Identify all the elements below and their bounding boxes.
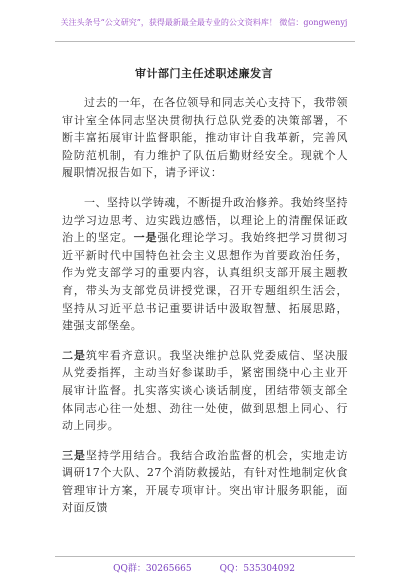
header-banner: 关注头条号“公文研究”，获得最新最全最专业的公文资料库！ 微信：gongwenyj <box>60 18 348 27</box>
point-one-text: 强化理论学习。我始终把学习贯彻习近平新时代中国特色社会主义思想作为首要政治任务，作为党支部学习的重要内容，认真组织支部开展主题教育，带头为支部党员讲授党课，召开专题组织生活会，坚持从习近平总书记重要讲话中汲取智慧、拓展思路，建强支部堡垒。 <box>62 231 348 333</box>
point-two-text: 筑牢看齐意识。我坚决维护总队党委威信、坚决服从党委指挥，主动当好参谋助手，紧密围绕中心主业开展审计监督。扎实落实谈心谈话制度，团结带领支部全体同志心往一处想、劲往一处使，做到思想上同心、行动上同步。 <box>62 348 348 433</box>
footer <box>0 561 408 574</box>
header-divider <box>55 41 355 42</box>
footer-divider <box>55 556 355 557</box>
point-three-text: 坚持学用结合。我结合政治监督的机会，实地走访调研17个大队、27个消防救援站，有针对性地制定伙食管理审计方案，开展专项审计。突出审计服务职能，面对面反馈 <box>62 448 348 515</box>
paragraph-section-one <box>62 194 348 335</box>
point-three-lead: 三是 <box>62 448 86 462</box>
paragraph-point-two <box>62 347 348 435</box>
footer-qq-group: QQ群：30265665 <box>113 564 192 574</box>
paragraph-point-three <box>62 447 348 517</box>
paragraph-intro: 过去的一年，在各位领导和同志关心支持下，我带领审计室全体同志坚决贯彻执行总队党委的决策部署，不断丰富拓展审计监督职能，推动审计自我革新，完善风险防范机制，有力维护了队伍后勤财经安全。现就个人履职情况报告如下，请予评议： <box>62 96 348 180</box>
footer-qq-contact: QQ：535304092 <box>219 564 295 574</box>
point-one-lead: 一是 <box>133 231 158 245</box>
section-one-heading: 一、坚持以学铸魂，不断提升政治修养。我始终坚持边学习边思考、边实践边感悟，以理论上的清醒保证政治上的坚定。 <box>62 195 348 245</box>
document-title: 审计部门主任述职述廉发言 <box>135 67 273 80</box>
point-two-lead: 二是 <box>62 348 86 362</box>
document-body <box>62 94 348 529</box>
